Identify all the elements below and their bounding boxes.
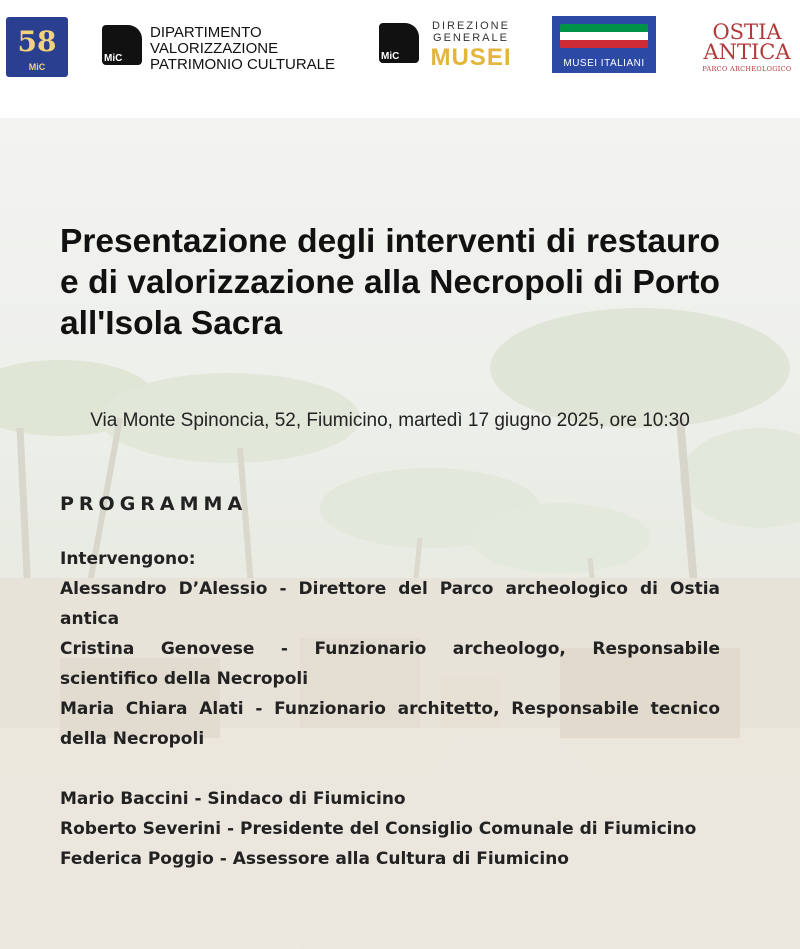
ostia-antica-line-1: OSTIA: [712, 20, 782, 44]
speaker-item: Federica Poggio - Assessore alla Cultura di Fiumicino: [60, 849, 569, 869]
page-title: Presentazione degli interventi di restauro e di valorizzazione alla Necropoli di Porto all'Isola Sacra: [60, 223, 720, 342]
speaker-item: Mario Baccini - Sindaco di Fiumicino: [60, 789, 406, 809]
speakers-intro: Intervengono:: [60, 549, 196, 569]
speaker-item: Cristina Genovese - Funzionario archeologo, Responsabile scientifico della Necropoli: [60, 639, 720, 689]
mic-emblem-icon: [102, 25, 142, 65]
dipartimento-line-2: VALORIZZAZIONE: [150, 40, 279, 57]
speaker-item: Roberto Severini - Presidente del Consiglio Comunale di Fiumicino: [60, 819, 697, 839]
speakers-list: [60, 544, 720, 874]
dipartimento-line-1: DIPARTIMENTO: [150, 24, 262, 41]
mic-58-number: 58: [17, 25, 57, 58]
musei-italiani-label: MUSEI ITALIANI: [563, 58, 645, 69]
dipartimento-text: [150, 25, 335, 73]
direzione-generale-musei-logo: [379, 21, 519, 69]
dgm-line-2: GENERALE: [433, 32, 509, 44]
ostia-antica-logo: [700, 22, 794, 76]
ostia-antica-line-2: ANTICA: [703, 40, 791, 64]
logo-bar: [0, 0, 800, 118]
event-location-date: Via Monte Spinoncia, 52, Fiumicino, martedì 17 giugno 2025, ore 10:30: [90, 410, 690, 431]
ostia-antica-line-3: PARCO ARCHEOLOGICO: [702, 65, 792, 73]
mic-emblem-icon: [379, 23, 419, 63]
mic-emblem-label: MiC: [381, 51, 400, 62]
speaker-item: Maria Chiara Alati - Funzionario architetto, Responsabile tecnico della Necropoli: [60, 699, 720, 749]
dgm-line-3: MUSEI: [430, 44, 512, 71]
program-heading: PROGRAMMA: [60, 493, 248, 515]
dgm-line-1: DIREZIONE: [432, 20, 510, 32]
mic-58-logo: [6, 17, 68, 77]
musei-italiani-logo: [552, 16, 656, 73]
mic-58-sub: MiC: [28, 62, 46, 72]
mic-emblem-label: MiC: [104, 53, 123, 64]
speaker-item: Alessandro D’Alessio - Direttore del Parco archeologico di Ostia antica: [60, 579, 720, 629]
dipartimento-valorizzazione-logo: [102, 25, 347, 71]
speakers-spacer: [60, 754, 720, 784]
dipartimento-line-3: PATRIMONIO CULTURALE: [150, 56, 336, 73]
italian-flag-wave-icon: [560, 24, 648, 48]
